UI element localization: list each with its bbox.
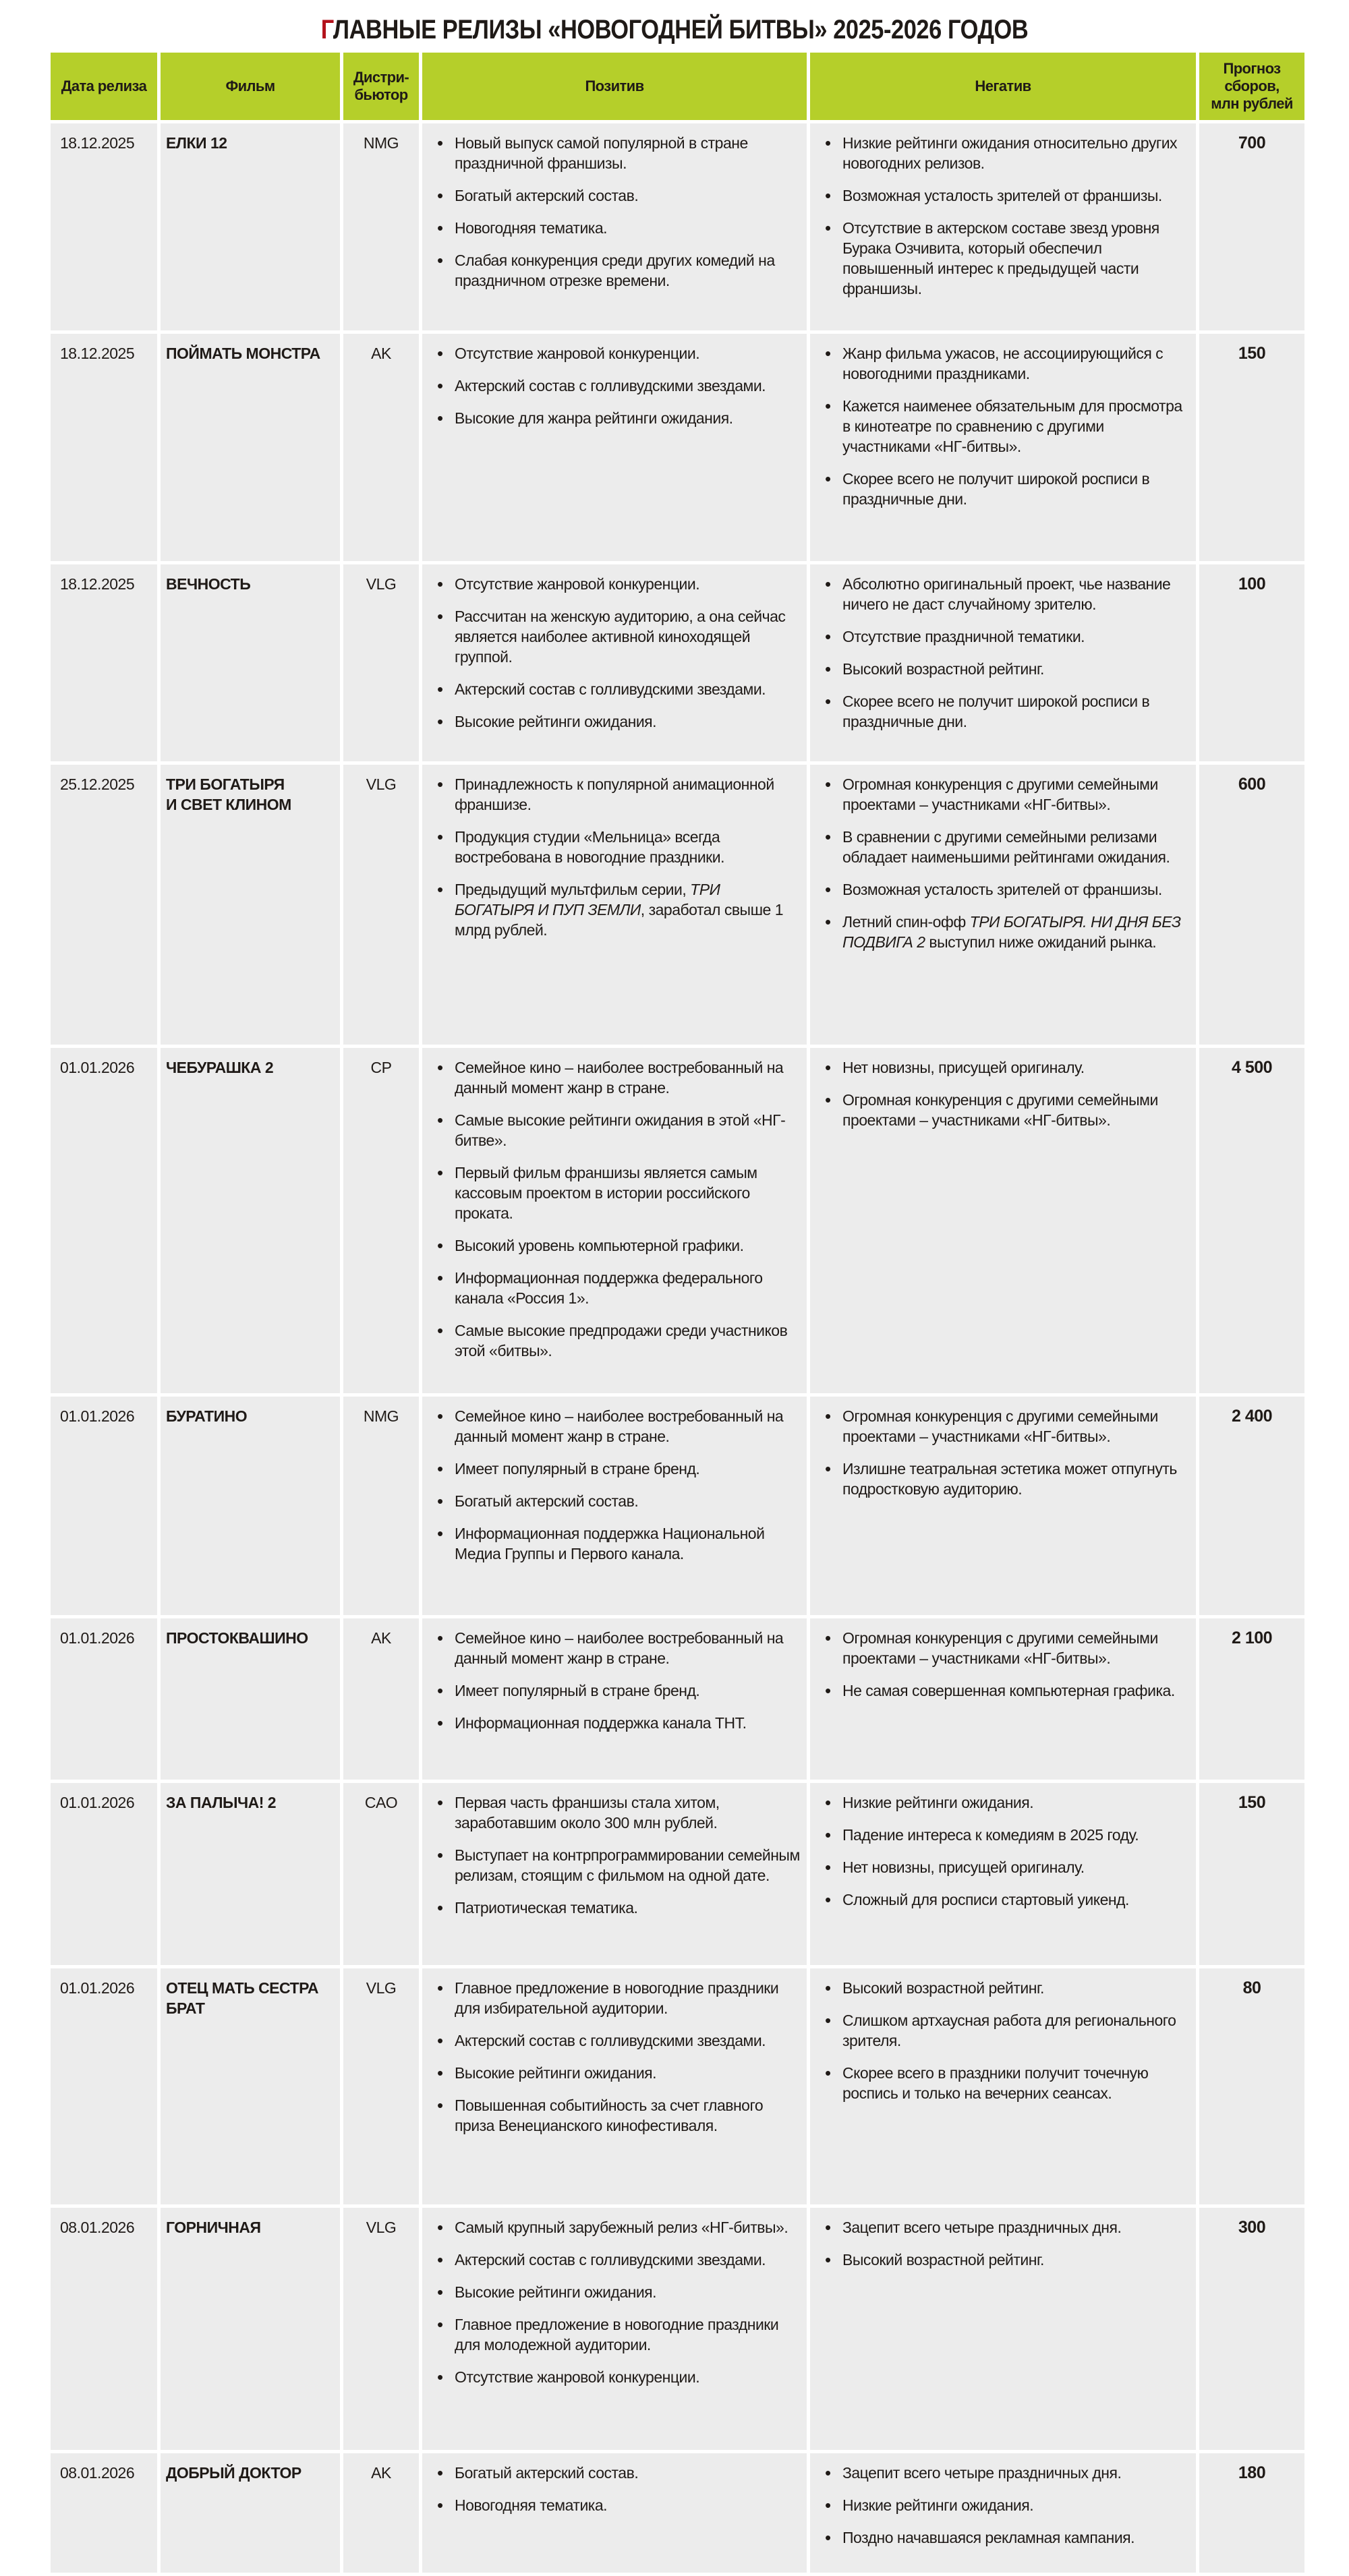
negative-point: • Возможная усталость зрителей от франшизы.	[817, 879, 1189, 900]
negative-cell	[810, 2208, 1196, 2450]
box-office-forecast: 2 100	[1231, 1629, 1273, 1647]
release-date-cell	[51, 564, 157, 761]
table-row	[51, 123, 1304, 330]
distributor: VLG	[366, 1979, 397, 1997]
negative-cell	[810, 1783, 1196, 1965]
positive-point: • Продукция студии «Мельница» всегда востребована в новогодние праздники.	[429, 827, 800, 867]
negative-point: • В сравнении с другими семейными релизами обладает наименьшими рейтингами ожидания.	[817, 827, 1189, 867]
film-title: ЕЛКИ 12	[166, 134, 227, 152]
box-office-forecast: 80	[1242, 1979, 1261, 1997]
positive-point: • Высокие рейтинги ожидания.	[429, 2063, 800, 2083]
positive-list	[429, 1057, 800, 1361]
positive-list	[429, 774, 800, 940]
distributor-cell	[343, 1048, 419, 1393]
table-row	[51, 1048, 1304, 1393]
negative-list	[817, 2463, 1189, 2548]
film-title-cell	[161, 564, 340, 761]
box-office-forecast: 600	[1238, 775, 1266, 794]
positive-point: • Семейное кино – наиболее востребованный на данный момент жанр в стране.	[429, 1406, 800, 1446]
header-forecast-label-line3: млн рублей	[1211, 95, 1293, 112]
positive-point: • Новогодняя тематика.	[429, 218, 800, 238]
positive-point: • Высокие для жанра рейтинги ожидания.	[429, 408, 800, 428]
negative-point: • Кажется наименее обязательным для просмотра в кинотеатре по сравнению с другими участниками «НГ-битвы».	[817, 396, 1189, 457]
film-title-cell	[161, 1397, 340, 1615]
page-title	[94, 12, 1255, 47]
distributor: NMG	[363, 1407, 399, 1425]
forecast-cell	[1199, 2453, 1304, 2573]
header-negative	[810, 53, 1196, 120]
negative-point: • Низкие рейтинги ожидания.	[817, 1792, 1189, 1813]
table-header	[51, 53, 1304, 120]
positive-point: • Предыдущий мультфильм серии, ТРИ БОГАТЫРЯ И ПУП ЗЕМЛИ, заработал свыше 1 млрд рублей.	[429, 879, 800, 940]
film-title-cell	[161, 1048, 340, 1393]
distributor: CAO	[364, 1794, 398, 1811]
positive-point: • Первая часть франшизы стала хитом, заработавшим около 300 млн рублей.	[429, 1792, 800, 1833]
positive-point: • Отсутствие жанровой конкуренции.	[429, 574, 800, 594]
positive-cell	[422, 1397, 807, 1615]
negative-point: • Огромная конкуренция с другими семейными проектами – участниками «НГ-битвы».	[817, 1090, 1189, 1130]
film-title: ЗА ПАЛЫЧА! 2	[166, 1794, 277, 1811]
positive-point: • Актерский состав с голливудскими звездами.	[429, 2250, 800, 2270]
positive-point: • Отсутствие жанровой конкуренции.	[429, 343, 800, 363]
film-title: ОТЕЦ МАТЬ СЕСТРА	[166, 1979, 319, 1997]
distributor-cell	[343, 1618, 419, 1780]
negative-point: • Слишком артхаусная работа для регионального зрителя.	[817, 2010, 1189, 2051]
film-title-line2: БРАТ	[166, 1999, 205, 2017]
header-date-label: Дата релиза	[61, 78, 147, 94]
positive-point: • Самые высокие предпродажи среди участников этой «битвы».	[429, 1320, 800, 1361]
positive-cell	[422, 1968, 807, 2204]
release-date-cell	[51, 1397, 157, 1615]
header-forecast	[1199, 53, 1304, 120]
film-title-cell	[161, 2208, 340, 2450]
forecast-cell	[1199, 2208, 1304, 2450]
positive-point: • Богатый актерский состав.	[429, 1491, 800, 1511]
positive-cell	[422, 564, 807, 761]
negative-point: • Жанр фильма ужасов, не ассоциирующийся с новогодними праздниками.	[817, 343, 1189, 384]
negative-list	[817, 133, 1189, 299]
release-date: 01.01.2026	[60, 1407, 135, 1425]
positive-cell	[422, 1618, 807, 1780]
positive-point: • Высокие рейтинги ожидания.	[429, 2282, 800, 2302]
negative-list	[817, 1406, 1189, 1499]
distributor-cell	[343, 1968, 419, 2204]
distributor: CP	[370, 1059, 392, 1076]
forecast-cell	[1199, 1968, 1304, 2204]
negative-cell	[810, 1048, 1196, 1393]
release-date: 01.01.2026	[60, 1979, 135, 1997]
positive-list	[429, 574, 800, 732]
forecast-cell	[1199, 1048, 1304, 1393]
negative-point: • Не самая совершенная компьютерная графика.	[817, 1680, 1189, 1701]
positive-point: • Информационная поддержка федерального канала «Россия 1».	[429, 1268, 800, 1308]
negative-cell	[810, 564, 1196, 761]
forecast-cell	[1199, 1618, 1304, 1780]
table-row	[51, 1968, 1304, 2204]
negative-point: • Скорее всего не получит широкой росписи в праздничные дни.	[817, 469, 1189, 509]
positive-point: • Слабая конкуренция среди других комедий на праздничном отрезке времени.	[429, 250, 800, 291]
distributor-cell	[343, 123, 419, 330]
release-date: 18.12.2025	[60, 345, 135, 362]
table-row	[51, 564, 1304, 761]
negative-point: • Отсутствие в актерском составе звезд уровня Бурака Озчивита, который обеспечил повышенный интерес к предыдущей части франшизы.	[817, 218, 1189, 299]
negative-point: • Зацепит всего четыре праздничных дня.	[817, 2463, 1189, 2483]
positive-point: • Информационная поддержка канала ТНТ.	[429, 1713, 800, 1733]
film-title-cell	[161, 1968, 340, 2204]
distributor: AK	[371, 2464, 391, 2482]
table-row	[51, 765, 1304, 1045]
positive-list	[429, 1628, 800, 1733]
header-distributor	[343, 53, 419, 120]
positive-point: • Принадлежность к популярной анимационной франшизе.	[429, 774, 800, 815]
negative-point: • Скорее всего в праздники получит точечную роспись и только на вечерних сеансах.	[817, 2063, 1189, 2103]
film-reference: ТРИ БОГАТЫРЯ И ПУП ЗЕМЛИ	[455, 881, 720, 918]
positive-point: • Повышенная событийность за счет главного приза Венецианского кинофестиваля.	[429, 2095, 800, 2136]
positive-cell	[422, 334, 807, 561]
positive-point: • Семейное кино – наиболее востребованный на данный момент жанр в стране.	[429, 1057, 800, 1098]
box-office-forecast: 700	[1238, 134, 1266, 152]
release-date-cell	[51, 1783, 157, 1965]
table-row	[51, 1397, 1304, 1615]
positive-cell	[422, 765, 807, 1045]
forecast-cell	[1199, 123, 1304, 330]
film-title-cell	[161, 1618, 340, 1780]
distributor-cell	[343, 564, 419, 761]
film-reference: ТРИ БОГАТЫРЯ. НИ ДНЯ БЕЗ ПОДВИГА 2	[842, 913, 1181, 951]
header-forecast-label-line1: Прогноз	[1223, 60, 1281, 77]
positive-list	[429, 2463, 800, 2515]
negative-cell	[810, 1397, 1196, 1615]
film-title: ПОЙМАТЬ МОНСТРА	[166, 345, 320, 362]
film-title-cell	[161, 334, 340, 561]
film-title: ПРОСТОКВАШИНО	[166, 1629, 308, 1647]
film-title-cell	[161, 123, 340, 330]
distributor: AK	[371, 345, 391, 362]
positive-cell	[422, 2208, 807, 2450]
positive-point: • Высокие рейтинги ожидания.	[429, 711, 800, 732]
negative-point: • Высокий возрастной рейтинг.	[817, 1978, 1189, 1998]
film-title-line2: И СВЕТ КЛИНОМ	[166, 796, 291, 813]
box-office-forecast: 150	[1238, 1793, 1266, 1812]
negative-point: • Падение интереса к комедиям в 2025 году.	[817, 1825, 1189, 1845]
negative-list	[817, 343, 1189, 509]
distributor-cell	[343, 334, 419, 561]
negative-list	[817, 1057, 1189, 1130]
distributor: VLG	[366, 575, 397, 593]
positive-point: • Актерский состав с голливудскими звездами.	[429, 2030, 800, 2051]
positive-point: • Семейное кино – наиболее востребованный на данный момент жанр в стране.	[429, 1628, 800, 1668]
positive-list	[429, 133, 800, 291]
release-date: 25.12.2025	[60, 775, 135, 793]
film-title: БУРАТИНО	[166, 1407, 248, 1425]
header-film	[161, 53, 340, 120]
header-negative-label: Негатив	[975, 78, 1031, 94]
title-accent-letter: Г	[320, 15, 333, 45]
film-title: ЧЕБУРАШКА 2	[166, 1059, 274, 1076]
box-office-forecast: 180	[1238, 2463, 1266, 2482]
positive-list	[429, 1406, 800, 1564]
negative-point: • Низкие рейтинги ожидания.	[817, 2495, 1189, 2515]
positive-point: • Актерский состав с голливудскими звездами.	[429, 679, 800, 699]
forecast-cell	[1199, 564, 1304, 761]
film-title: ТРИ БОГАТЫРЯ	[166, 775, 285, 793]
positive-list	[429, 1792, 800, 1918]
header-date	[51, 53, 157, 120]
positive-cell	[422, 123, 807, 330]
distributor-cell	[343, 2453, 419, 2573]
positive-point: • Новогодняя тематика.	[429, 2495, 800, 2515]
film-title-cell	[161, 2453, 340, 2573]
positive-point: • Информационная поддержка Национальной Медиа Группы и Первого канала.	[429, 1523, 800, 1564]
positive-point: • Новый выпуск самой популярной в стране праздничной франшизы.	[429, 133, 800, 173]
positive-point: • Имеет популярный в стране бренд.	[429, 1680, 800, 1701]
release-date-cell	[51, 765, 157, 1045]
positive-point: • Отсутствие жанровой конкуренции.	[429, 2367, 800, 2387]
header-distributor-label-line1: Дистри-	[353, 69, 409, 86]
negative-list	[817, 1792, 1189, 1910]
positive-point: • Патриотическая тематика.	[429, 1898, 800, 1918]
negative-list	[817, 2217, 1189, 2270]
box-office-forecast: 2 400	[1231, 1407, 1273, 1426]
box-office-forecast: 150	[1238, 344, 1266, 363]
table-row	[51, 1618, 1304, 1780]
box-office-forecast: 300	[1238, 2218, 1266, 2237]
positive-point: • Имеет популярный в стране бренд.	[429, 1459, 800, 1479]
negative-cell	[810, 765, 1196, 1045]
negative-point: • Сложный для росписи стартовый уикенд.	[817, 1890, 1189, 1910]
header-positive-label: Позитив	[585, 78, 644, 94]
release-date-cell	[51, 2208, 157, 2450]
table-row	[51, 2453, 1304, 2573]
release-date: 01.01.2026	[60, 1629, 135, 1647]
positive-point: • Главное предложение в новогодние праздники для избирательной аудитории.	[429, 1978, 800, 2018]
positive-cell	[422, 2453, 807, 2573]
negative-point: • Нет новизны, присущей оригиналу.	[817, 1857, 1189, 1877]
negative-cell	[810, 2453, 1196, 2573]
release-date-cell	[51, 1968, 157, 2204]
negative-point: • Скорее всего не получит широкой росписи в праздничные дни.	[817, 691, 1189, 732]
film-title-cell	[161, 765, 340, 1045]
negative-cell	[810, 123, 1196, 330]
positive-list	[429, 343, 800, 428]
positive-cell	[422, 1048, 807, 1393]
negative-point: • Абсолютно оригинальный проект, чье название ничего не даст случайному зрителю.	[817, 574, 1189, 614]
distributor: VLG	[366, 775, 397, 793]
distributor: AK	[371, 1629, 391, 1647]
distributor-cell	[343, 1783, 419, 1965]
table-body	[51, 123, 1304, 2573]
release-date-cell	[51, 1618, 157, 1780]
film-title: ГОРНИЧНАЯ	[166, 2219, 261, 2236]
release-date: 18.12.2025	[60, 575, 135, 593]
negative-cell	[810, 334, 1196, 561]
negative-list	[817, 1978, 1189, 2103]
positive-list	[429, 1978, 800, 2136]
positive-point: • Выступает на контрпрограммировании семейным релизам, стоящим с фильмом на одной дате.	[429, 1845, 800, 1885]
negative-point: • Высокий возрастной рейтинг.	[817, 2250, 1189, 2270]
positive-point: • Богатый актерский состав.	[429, 185, 800, 206]
negative-point: • Отсутствие праздничной тематики.	[817, 626, 1189, 647]
positive-point: • Первый фильм франшизы является самым кассовым проектом в истории российского проката.	[429, 1163, 800, 1223]
release-date-cell	[51, 2453, 157, 2573]
header-distributor-label-line2: бьютор	[354, 86, 408, 103]
negative-point: • Излишне театральная эстетика может отпугнуть подростковую аудиторию.	[817, 1459, 1189, 1499]
negative-point: • Нет новизны, присущей оригиналу.	[817, 1057, 1189, 1078]
negative-cell	[810, 1618, 1196, 1780]
header-forecast-label-line2: сборов,	[1224, 78, 1280, 94]
distributor-cell	[343, 2208, 419, 2450]
negative-point: • Возможная усталость зрителей от франшизы.	[817, 185, 1189, 206]
negative-list	[817, 574, 1189, 732]
film-title: ДОБРЫЙ ДОКТОР	[166, 2464, 302, 2482]
table-row	[51, 1783, 1304, 1965]
title-text: ЛАВНЫЕ РЕЛИЗЫ «НОВОГОДНЕЙ БИТВЫ» 2025-2026 ГОДОВ	[333, 15, 1029, 45]
positive-list	[429, 2217, 800, 2387]
negative-point: • Огромная конкуренция с другими семейными проектами – участниками «НГ-битвы».	[817, 774, 1189, 815]
distributor-cell	[343, 1397, 419, 1615]
negative-point: • Высокий возрастной рейтинг.	[817, 659, 1189, 679]
forecast-cell	[1199, 1397, 1304, 1615]
negative-point: • Зацепит всего четыре праздничных дня.	[817, 2217, 1189, 2237]
negative-point: • Огромная конкуренция с другими семейными проектами – участниками «НГ-битвы».	[817, 1406, 1189, 1446]
negative-list	[817, 774, 1189, 952]
release-date: 08.01.2026	[60, 2219, 135, 2236]
positive-point: • Рассчитан на женскую аудиторию, а она сейчас является наиболее активной киноходящей группой.	[429, 606, 800, 667]
release-date-cell	[51, 123, 157, 330]
negative-point: • Низкие рейтинги ожидания относительно других новогодних релизов.	[817, 133, 1189, 173]
negative-point: • Поздно начавшаяся рекламная кампания.	[817, 2527, 1189, 2548]
positive-point: • Актерский состав с голливудскими звездами.	[429, 376, 800, 396]
release-date: 08.01.2026	[60, 2464, 135, 2482]
release-date-cell	[51, 334, 157, 561]
negative-point: • Огромная конкуренция с другими семейными проектами – участниками «НГ-битвы».	[817, 1628, 1189, 1668]
box-office-forecast: 100	[1238, 575, 1266, 593]
positive-point: • Высокий уровень компьютерной графики.	[429, 1235, 800, 1256]
distributor: VLG	[366, 2219, 397, 2236]
positive-point: • Самый крупный зарубежный релиз «НГ-битвы».	[429, 2217, 800, 2237]
positive-point: • Главное предложение в новогодние праздники для молодежной аудитории.	[429, 2314, 800, 2355]
distributor-cell	[343, 765, 419, 1045]
release-date-cell	[51, 1048, 157, 1393]
release-date: 18.12.2025	[60, 134, 135, 152]
positive-point: • Богатый актерский состав.	[429, 2463, 800, 2483]
positive-point: • Самые высокие рейтинги ожидания в этой «НГ-битве».	[429, 1110, 800, 1150]
header-row	[51, 53, 1304, 120]
header-film-label: Фильм	[225, 78, 275, 94]
table-row	[51, 334, 1304, 561]
positive-cell	[422, 1783, 807, 1965]
table-row	[51, 2208, 1304, 2450]
header-positive	[422, 53, 807, 120]
forecast-cell	[1199, 1783, 1304, 1965]
film-title: ВЕЧНОСТЬ	[166, 575, 251, 593]
film-title-cell	[161, 1783, 340, 1965]
release-date: 01.01.2026	[60, 1794, 135, 1811]
forecast-cell	[1199, 334, 1304, 561]
negative-point: • Летний спин-офф ТРИ БОГАТЫРЯ. НИ ДНЯ БЕЗ ПОДВИГА 2 выступил ниже ожиданий рынка.	[817, 912, 1189, 952]
negative-list	[817, 1628, 1189, 1701]
distributor: NMG	[363, 134, 399, 152]
negative-cell	[810, 1968, 1196, 2204]
release-date: 01.01.2026	[60, 1059, 135, 1076]
box-office-forecast: 4 500	[1231, 1058, 1273, 1077]
forecast-cell	[1199, 765, 1304, 1045]
releases-table	[47, 49, 1308, 2576]
